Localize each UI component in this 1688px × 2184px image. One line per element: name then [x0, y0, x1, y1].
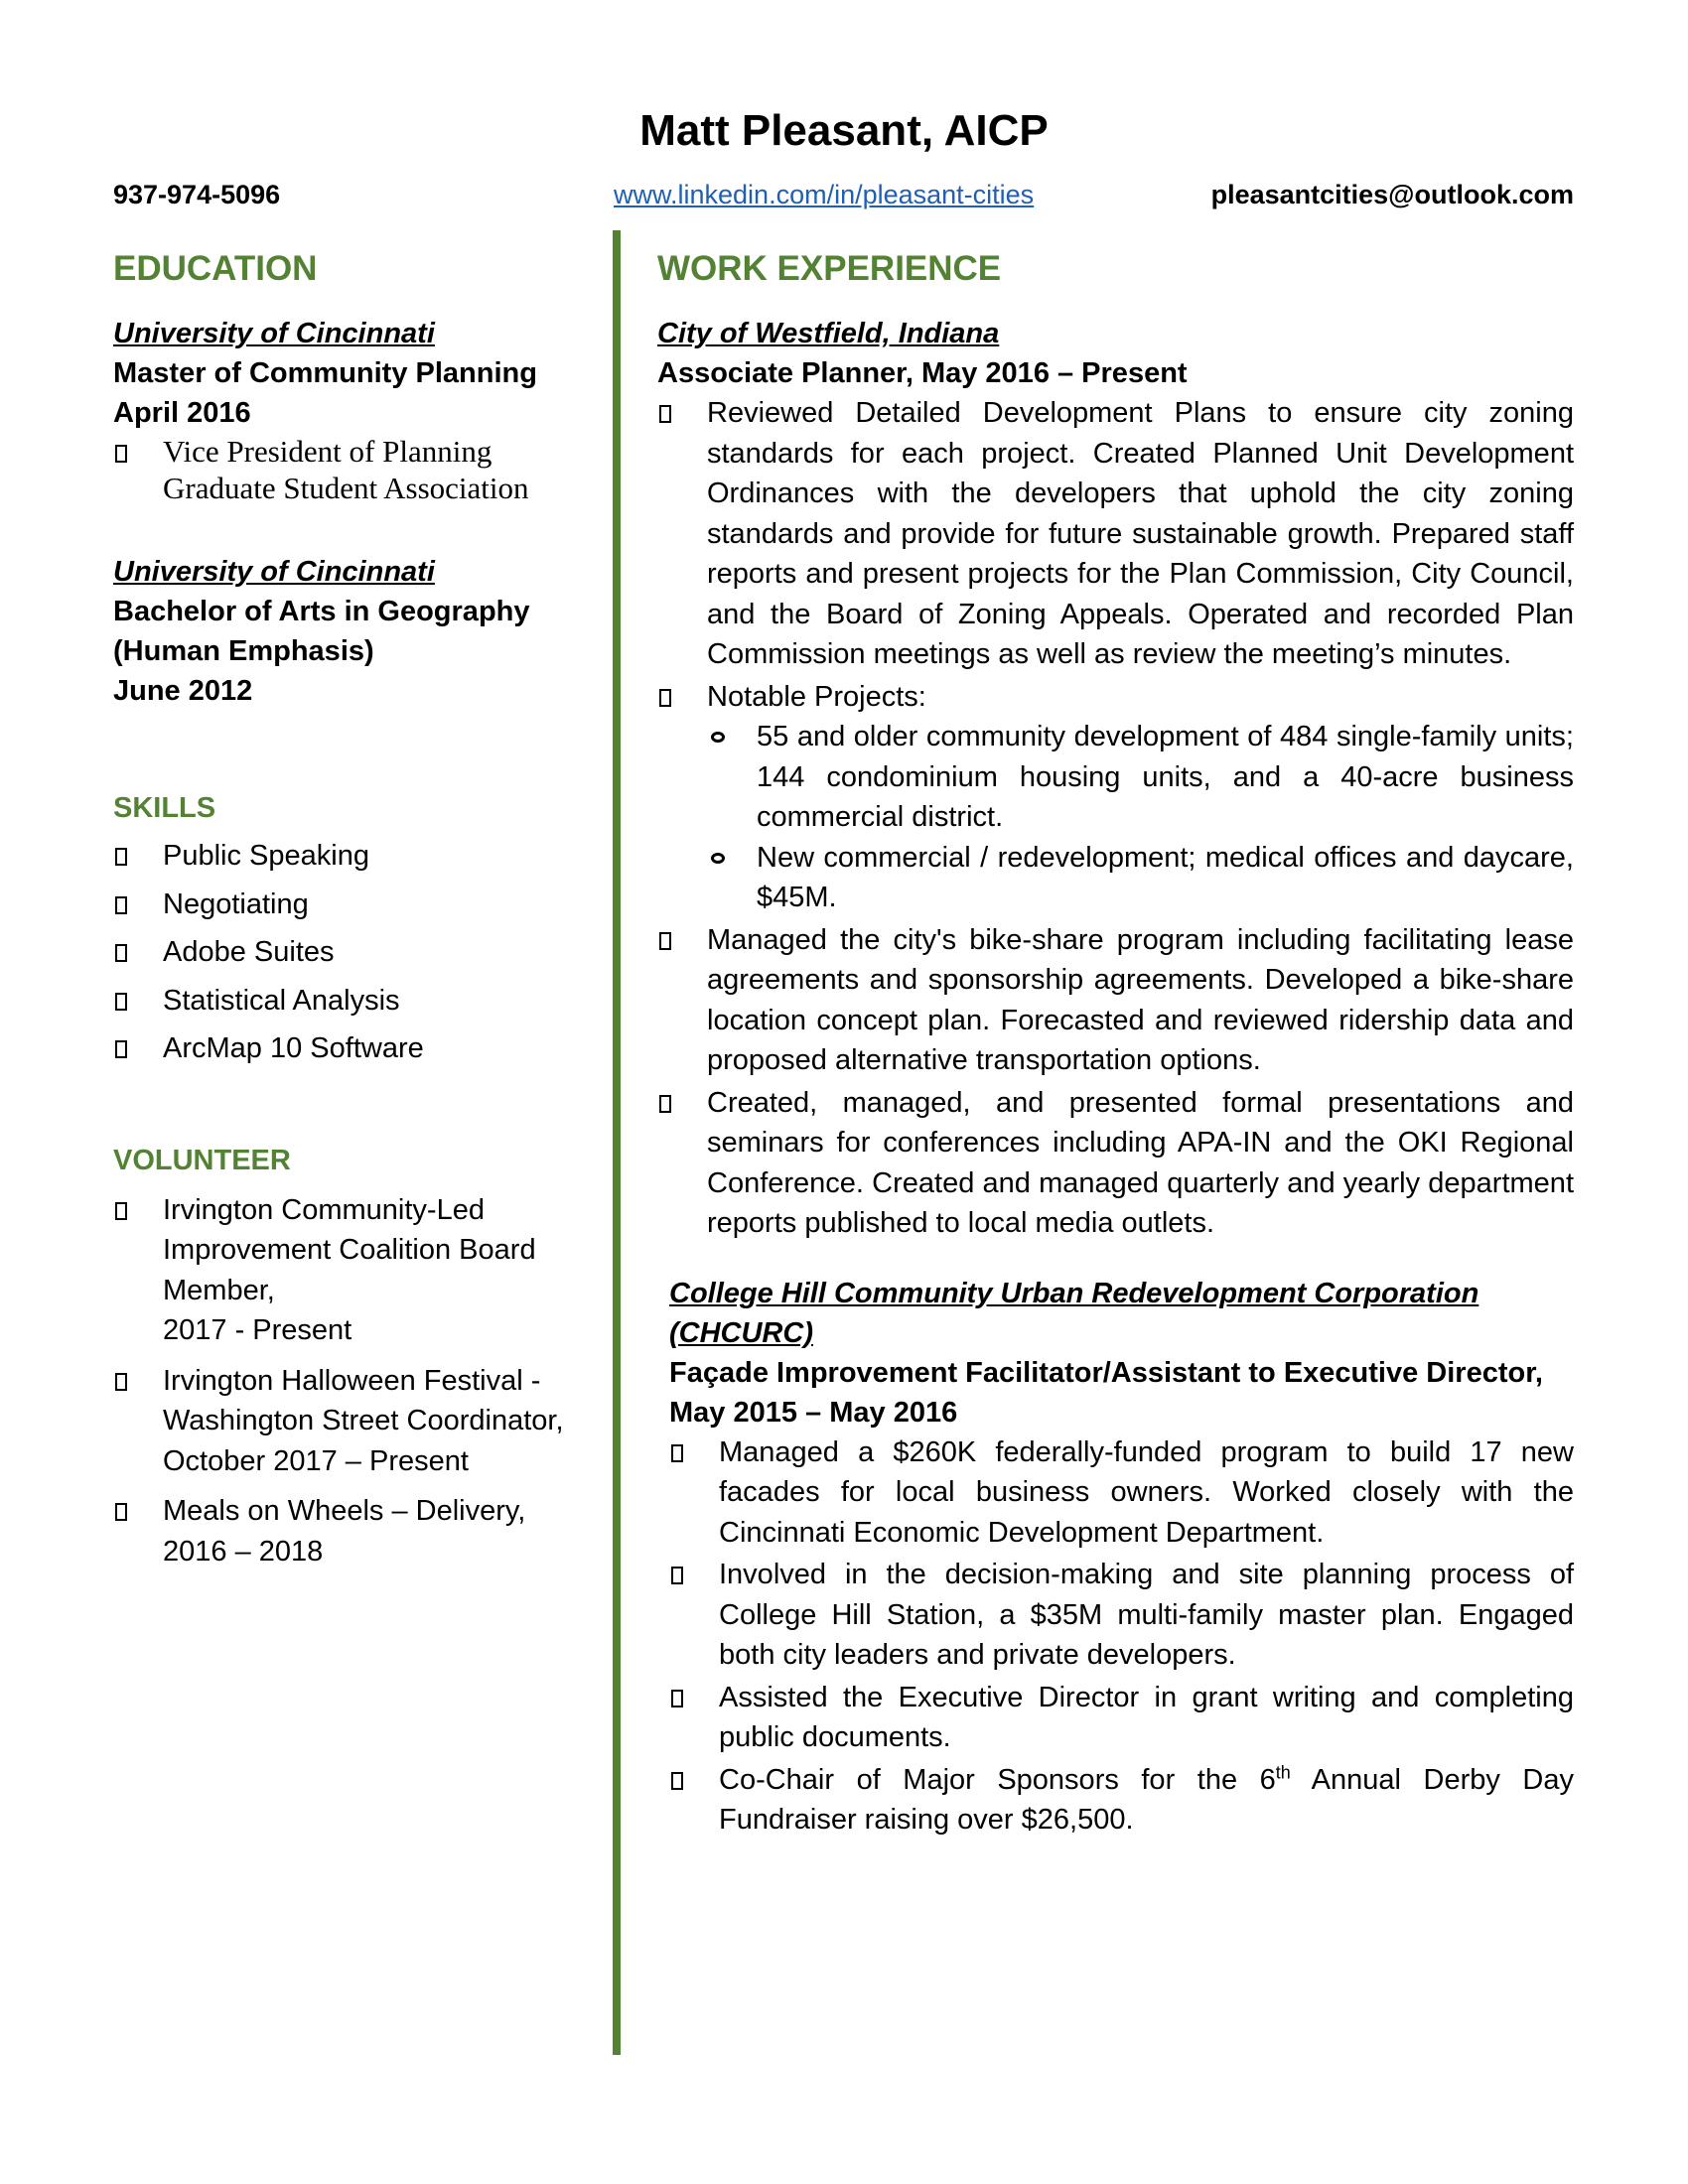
left-column: [113, 246, 600, 1581]
list-item: New commercial / redevelopment; medical offices and daycare, $45M.: [707, 838, 1574, 918]
skills-list: [113, 836, 600, 1069]
bullet-circle-icon: [711, 732, 725, 743]
list-item: Created, managed, and presented formal presentations and seminars for conferences including APA-IN and the OKI Regional Conference. Created and managed quarterly and yearly department reports published to local media outlets.: [657, 1083, 1574, 1244]
bullet-box-icon: [671, 1690, 683, 1707]
list-item: Negotiating: [113, 885, 600, 925]
volunteer-list: [113, 1190, 600, 1572]
job-title: Façade Improvement Facilitator/Assistant to Executive Director,: [669, 1356, 1543, 1389]
right-column: [657, 246, 1574, 1843]
work-heading: WORK EXPERIENCE: [657, 249, 1002, 288]
job-dates: May 2015 – May 2016: [669, 1396, 958, 1429]
bullet-box-icon: [115, 896, 127, 914]
education-entry: [113, 552, 600, 711]
skills-heading: SKILLS: [113, 792, 216, 824]
education-heading: EDUCATION: [113, 249, 318, 288]
projects-list: [707, 717, 1574, 918]
bullet-box-icon: [115, 944, 127, 962]
bullet-box-icon: [115, 1202, 127, 1220]
school-name: University of Cincinnati: [113, 318, 435, 349]
school-name: University of Cincinnati: [113, 556, 435, 588]
bullet-box-icon: [671, 1567, 683, 1584]
volunteer-heading: VOLUNTEER: [113, 1144, 291, 1176]
degree-emphasis: (Human Emphasis): [113, 635, 374, 667]
job-title: Associate Planner, May 2016 – Present: [657, 357, 1188, 389]
bullet-box-icon: [115, 848, 127, 866]
job-bullets: [669, 1433, 1574, 1841]
bullet-box-icon: [659, 405, 671, 423]
bullet-box-icon: [659, 1095, 671, 1113]
employer-name: College Hill Community Urban Redevelopment Corporation (CHCURC): [669, 1277, 1479, 1349]
list-item: Involved in the decision-making and site planning process of College Hill Station, a $35M multi-family master plan. Engaged both city leaders and private developers.: [669, 1555, 1574, 1676]
bullet-box-icon: [671, 1444, 683, 1462]
list-item: ArcMap 10 Software: [113, 1028, 600, 1069]
graduation-date: April 2016: [113, 397, 251, 429]
bullet-box-icon: [115, 445, 127, 463]
list-item: Reviewed Detailed Development Plans to ensure city zoning standards for each project. Created Planned Unit Development Ordinances with the developers that uphold the city zoning standards and provide for future sustainable growth. Prepared staff reports and present projects for the Plan Commission, City Council, and the Board of Zoning Appeals. Operated and recorded Plan Commission meetings as well as review the meeting’s minutes.: [657, 393, 1574, 675]
bullet-box-icon: [115, 1040, 127, 1058]
resume-name: Matt Pleasant, AICP: [639, 106, 1049, 155]
bullet-box-icon: [659, 932, 671, 950]
job-entry: [657, 314, 1574, 1244]
job-entry: [657, 1274, 1574, 1841]
degree: Bachelor of Arts in Geography: [113, 596, 530, 627]
list-item: Statistical Analysis: [113, 981, 600, 1022]
phone-number: 937-974-5096: [113, 180, 281, 209]
list-item: Notable Projects: 55 and older community development of 484 single-family units; 144 condominium housing units, and a 40-acre business commercial district. New commercial / redevelopment; medical offices and daycare, $45M.: [657, 677, 1574, 918]
column-divider: [613, 230, 621, 2055]
education-notes: [113, 433, 600, 506]
email-address: pleasantcities@outlook.com: [1210, 180, 1574, 209]
list-item: Public Speaking: [113, 836, 600, 877]
list-item: Co-Chair of Major Sponsors for the 6th Annual Derby Day Fundraiser raising over $26,500.: [669, 1760, 1574, 1841]
list-item: Assisted the Executive Director in grant writing and completing public documents.: [669, 1678, 1574, 1758]
education-entry: [113, 314, 600, 506]
list-item: Meals on Wheels – Delivery, 2016 – 2018: [113, 1491, 600, 1571]
bullet-box-icon: [115, 1503, 127, 1521]
bullet-box-icon: [115, 1373, 127, 1391]
employer-name: City of Westfield, Indiana: [657, 318, 1000, 349]
degree: Master of Community Planning: [113, 357, 537, 389]
list-item: Managed a $260K federally-funded program to build 17 new facades for local business owners. Worked closely with the Cincinnati Economic Development Department.: [669, 1433, 1574, 1554]
bullet-box-icon: [659, 689, 671, 707]
bullet-circle-icon: [711, 853, 725, 864]
graduation-date: June 2012: [113, 675, 253, 707]
bullet-box-icon: [115, 993, 127, 1011]
list-item: Adobe Suites: [113, 932, 600, 973]
list-item: Vice President of Planning Graduate Student Association: [113, 433, 600, 506]
linkedin-link[interactable]: www.linkedin.com/in/pleasant-cities: [614, 180, 1035, 209]
list-item: Managed the city's bike-share program including facilitating lease agreements and sponsorship agreements. Developed a bike-share location concept plan. Forecasted and reviewed ridership data and proposed alternative transportation options.: [657, 920, 1574, 1081]
bullet-box-icon: [671, 1772, 683, 1790]
list-item: Irvington Halloween Festival - Washington Street Coordinator, October 2017 – Present: [113, 1361, 600, 1482]
list-item: Irvington Community-Led Improvement Coalition Board Member, 2017 - Present: [113, 1190, 600, 1351]
list-item: 55 and older community development of 484 single-family units; 144 condominium housing units, and a 40-acre business commercial district.: [707, 717, 1574, 838]
job-bullets: [657, 393, 1574, 1244]
